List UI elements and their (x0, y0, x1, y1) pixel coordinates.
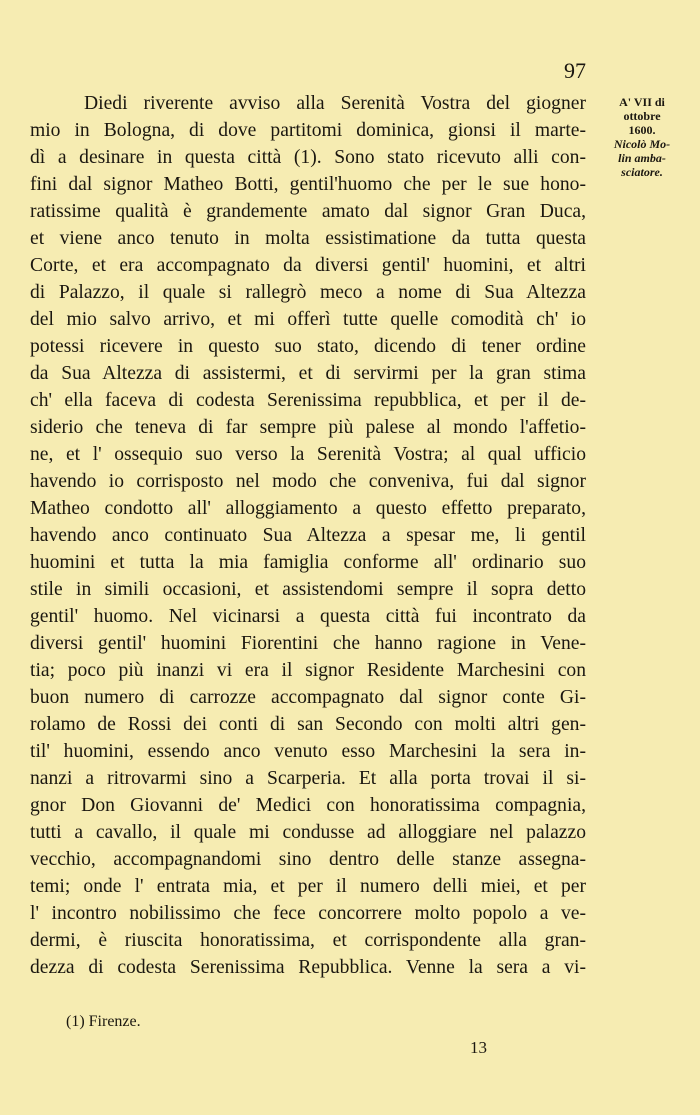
text-line: l' incontro nobilissimo che fece concorrere molto popolo a ve- (30, 903, 586, 924)
text-line: vecchio, accompagnandomi sino dentro delle stanze assegna- (30, 849, 586, 870)
page-number: 97 (564, 58, 586, 83)
text-line: fini dal signor Matheo Botti, gentil'huomo che per le sue hono- (30, 174, 586, 195)
text-line: stile in simili occasioni, et assistendomi sempre il sopra detto (30, 579, 586, 600)
text-line: havendo anco continuato Sua Altezza a spesar me, li gentil (30, 525, 586, 546)
text-line: huomini et tutta la mia famiglia conforme all' ordinario suo (30, 552, 586, 573)
text-line: dezza di codesta Serenissima Repubblica. Venne la sera a vi- (30, 957, 586, 978)
text-line: buon numero di carrozze accompagnato dal signor conte Gi- (30, 687, 586, 708)
text-line: ratissime qualità è grandemente amato dal signor Gran Duca, (30, 201, 586, 222)
margin-note-line: A' VII di (619, 95, 665, 109)
text-line: Matheo condotto all' alloggiamento a questo effetto preparato, (30, 498, 586, 519)
text-line: mio in Bologna, di dove partitomi dominica, gionsi il marte- (30, 120, 586, 141)
text-line: ne, et l' ossequio suo verso la Serenità Vostra; al qual ufficio (30, 444, 586, 465)
text-line: siderio che teneva di far sempre più palese al mondo l'affetio- (30, 417, 586, 438)
text-line: gnor Don Giovanni de' Medici con honoratissima compagnia, (30, 795, 586, 816)
text-line: diversi gentil' huomini Fiorentini che hanno ragione in Vene- (30, 633, 586, 654)
margin-note-line: Nicolò Mo- (613, 137, 671, 151)
margin-note-line: 1600. (628, 123, 656, 137)
text-line: Corte, et era accompagnato da diversi gentil' huomini, et altri (30, 255, 586, 276)
text-line: ch' ella faceva di codesta Serenissima repubblica, et per il de- (30, 390, 586, 411)
text-line: temi; onde l' entrata mia, et per il numero delli miei, et per (30, 876, 586, 897)
footnote: (1) Firenze. (66, 1013, 141, 1030)
body-text (30, 90, 586, 981)
text-line: til' huomini, essendo anco venuto esso Marchesini la sera in- (30, 741, 586, 762)
signature-mark: 13 (470, 1038, 487, 1057)
margin-note (594, 95, 690, 179)
text-line: tutti a cavallo, il quale mi condusse ad alloggiare nel palazzo (30, 822, 586, 843)
text-line: tia; poco più inanzi vi era il signor Residente Marchesini con (30, 660, 586, 681)
text-line: Diedi riverente avviso alla Serenità Vostra del giogner (84, 93, 586, 114)
margin-note-line: lin amba- (618, 151, 666, 165)
text-line: rolamo de Rossi dei conti di san Secondo con molti altri gen- (30, 714, 586, 735)
text-line: dì a desinare in questa città (1). Sono stato ricevuto alli con- (30, 147, 586, 168)
margin-note-line: ottobre (623, 109, 661, 123)
text-line: del mio salvo arrivo, et mi offerì tutte quelle comodità ch' io (30, 309, 586, 330)
margin-note-line: sciatore. (621, 165, 663, 179)
text-line: nanzi a ritrovarmi sino a Scarperia. Et alla porta trovai il si- (30, 768, 586, 789)
text-line: potessi ricevere in questo suo stato, dicendo di tener ordine (30, 336, 586, 357)
text-line: et viene anco tenuto in molta essistimatione da tutta questa (30, 228, 586, 249)
text-line: havendo io corrisposto nel modo che conveniva, fui dal signor (30, 471, 586, 492)
text-line: gentil' huomo. Nel vicinarsi a questa città fui incontrato da (30, 606, 586, 627)
text-line: di Palazzo, il quale si rallegrò meco a nome di Sua Altezza (30, 282, 586, 303)
text-line: da Sua Altezza di assistermi, et di servirmi per la gran stima (30, 363, 586, 384)
text-line: dermi, è riuscita honoratissima, et corrispondente alla gran- (30, 930, 586, 951)
